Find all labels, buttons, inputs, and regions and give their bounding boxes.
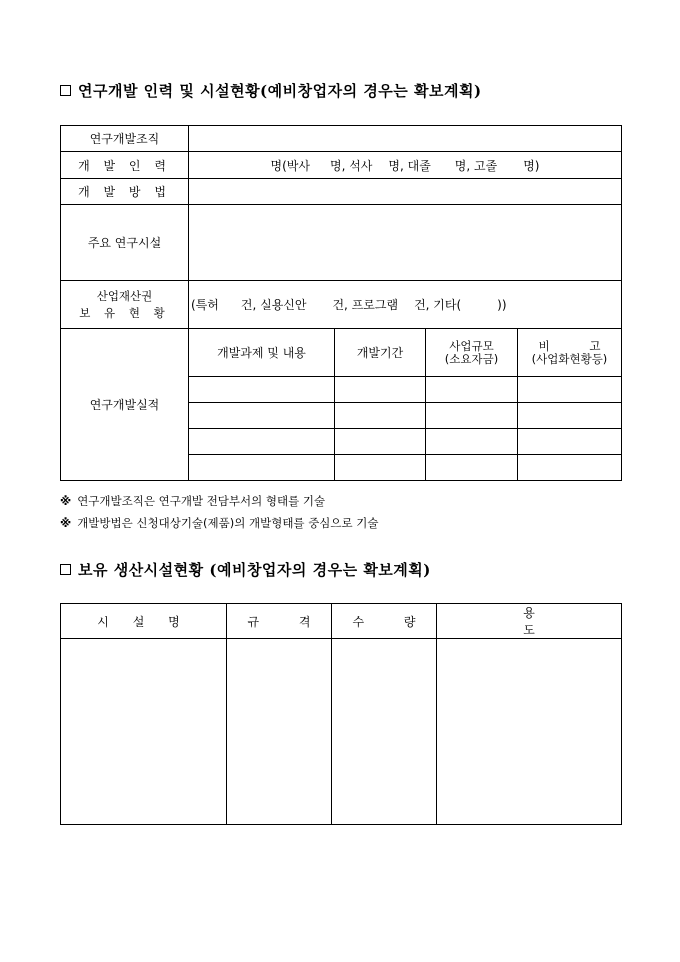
record-cell[interactable] — [426, 455, 518, 481]
record-label: 연구개발실적 — [61, 329, 189, 481]
staff-text-2: 명, 석사 — [329, 158, 373, 173]
production-cell-qty[interactable] — [332, 639, 437, 825]
ip-text-1: (특허 — [191, 298, 219, 312]
record-header-scale — [426, 329, 518, 377]
row-method — [61, 179, 622, 205]
header-qty: 수 량 — [332, 604, 437, 639]
note-text: 연구개발조직은 연구개발 전담부서의 형태를 기술 — [77, 494, 326, 508]
section2-heading — [60, 559, 431, 580]
row-facility — [61, 205, 622, 281]
record-cell[interactable] — [426, 377, 518, 403]
checkbox-square-icon — [60, 85, 71, 96]
record-header-scale-line1: 사업규모 — [449, 338, 494, 353]
ip-text-2: 건, 실용신안 — [240, 298, 307, 312]
record-cell[interactable] — [426, 429, 518, 455]
record-cell[interactable] — [189, 429, 335, 455]
production-table — [60, 603, 622, 825]
ip-text-3: 건, 프로그램 — [332, 298, 399, 312]
production-body-row — [61, 639, 622, 825]
record-header-period: 개발기간 — [335, 329, 426, 377]
staff-text-1: 명(박사 — [270, 158, 310, 173]
record-cell[interactable] — [189, 455, 335, 481]
ip-value-cell[interactable] — [189, 281, 622, 329]
record-header-remark-line2: (사업화현황등) — [531, 351, 608, 366]
note-text: 개발방법은 신청대상기술(제품)의 개발형태를 중심으로 기술 — [77, 516, 379, 530]
production-cell-use[interactable] — [437, 639, 622, 825]
record-header-remark-line1: 비 고 — [538, 338, 619, 353]
checkbox-square-icon — [60, 564, 71, 575]
header-spec: 규 격 — [227, 604, 332, 639]
section1-title: 연구개발 인력 및 시설현황(예비창업자의 경우는 확보계획) — [78, 82, 482, 100]
record-header-scale-line2: (소요자금) — [444, 351, 499, 366]
staff-value-cell[interactable] — [189, 152, 622, 179]
record-cell[interactable] — [189, 377, 335, 403]
staff-label: 개 발 인 력 — [61, 152, 189, 179]
production-header-row — [61, 604, 622, 639]
row-ip — [61, 281, 622, 329]
note-2 — [60, 515, 379, 531]
note-mark-icon: ※ — [60, 494, 72, 508]
org-value-cell[interactable] — [189, 126, 622, 152]
section2-title: 보유 생산시설현황 (예비창업자의 경우는 확보계획) — [78, 561, 431, 579]
record-cell[interactable] — [518, 429, 622, 455]
header-name: 시 설 명 — [61, 604, 227, 639]
record-cell[interactable] — [335, 403, 426, 429]
ip-label-line2: 보 유 현 황 — [79, 305, 170, 320]
staff-text-3: 명, 대졸 — [388, 158, 431, 173]
staff-text-5: 명) — [523, 158, 540, 173]
ip-text-5: )) — [497, 298, 507, 312]
org-label: 연구개발조직 — [61, 126, 189, 152]
record-cell[interactable] — [518, 455, 622, 481]
rnd-table — [60, 125, 622, 481]
record-cell[interactable] — [335, 455, 426, 481]
record-header-task: 개발과제 및 내용 — [189, 329, 335, 377]
record-header-remark — [518, 329, 622, 377]
production-cell-name[interactable] — [61, 639, 227, 825]
method-label: 개 발 방 법 — [61, 179, 189, 205]
record-cell[interactable] — [426, 403, 518, 429]
row-org — [61, 126, 622, 152]
staff-text-4: 명, 고졸 — [454, 158, 498, 173]
row-record-header — [61, 329, 622, 377]
row-staff — [61, 152, 622, 179]
ip-label-cell — [61, 281, 189, 329]
note-mark-icon: ※ — [60, 516, 72, 530]
record-cell[interactable] — [335, 429, 426, 455]
record-cell[interactable] — [189, 403, 335, 429]
facility-label: 주요 연구시설 — [61, 205, 189, 281]
method-value-cell[interactable] — [189, 179, 622, 205]
facility-value-cell[interactable] — [189, 205, 622, 281]
ip-text-4: 건, 기타( — [414, 298, 462, 312]
ip-label-line1: 산업재산권 — [96, 288, 153, 303]
record-cell[interactable] — [518, 377, 622, 403]
section1-heading — [60, 80, 482, 101]
record-cell[interactable] — [518, 403, 622, 429]
production-cell-spec[interactable] — [227, 639, 332, 825]
record-cell[interactable] — [335, 377, 426, 403]
note-1 — [60, 493, 325, 509]
header-use: 용 도 — [437, 604, 622, 639]
